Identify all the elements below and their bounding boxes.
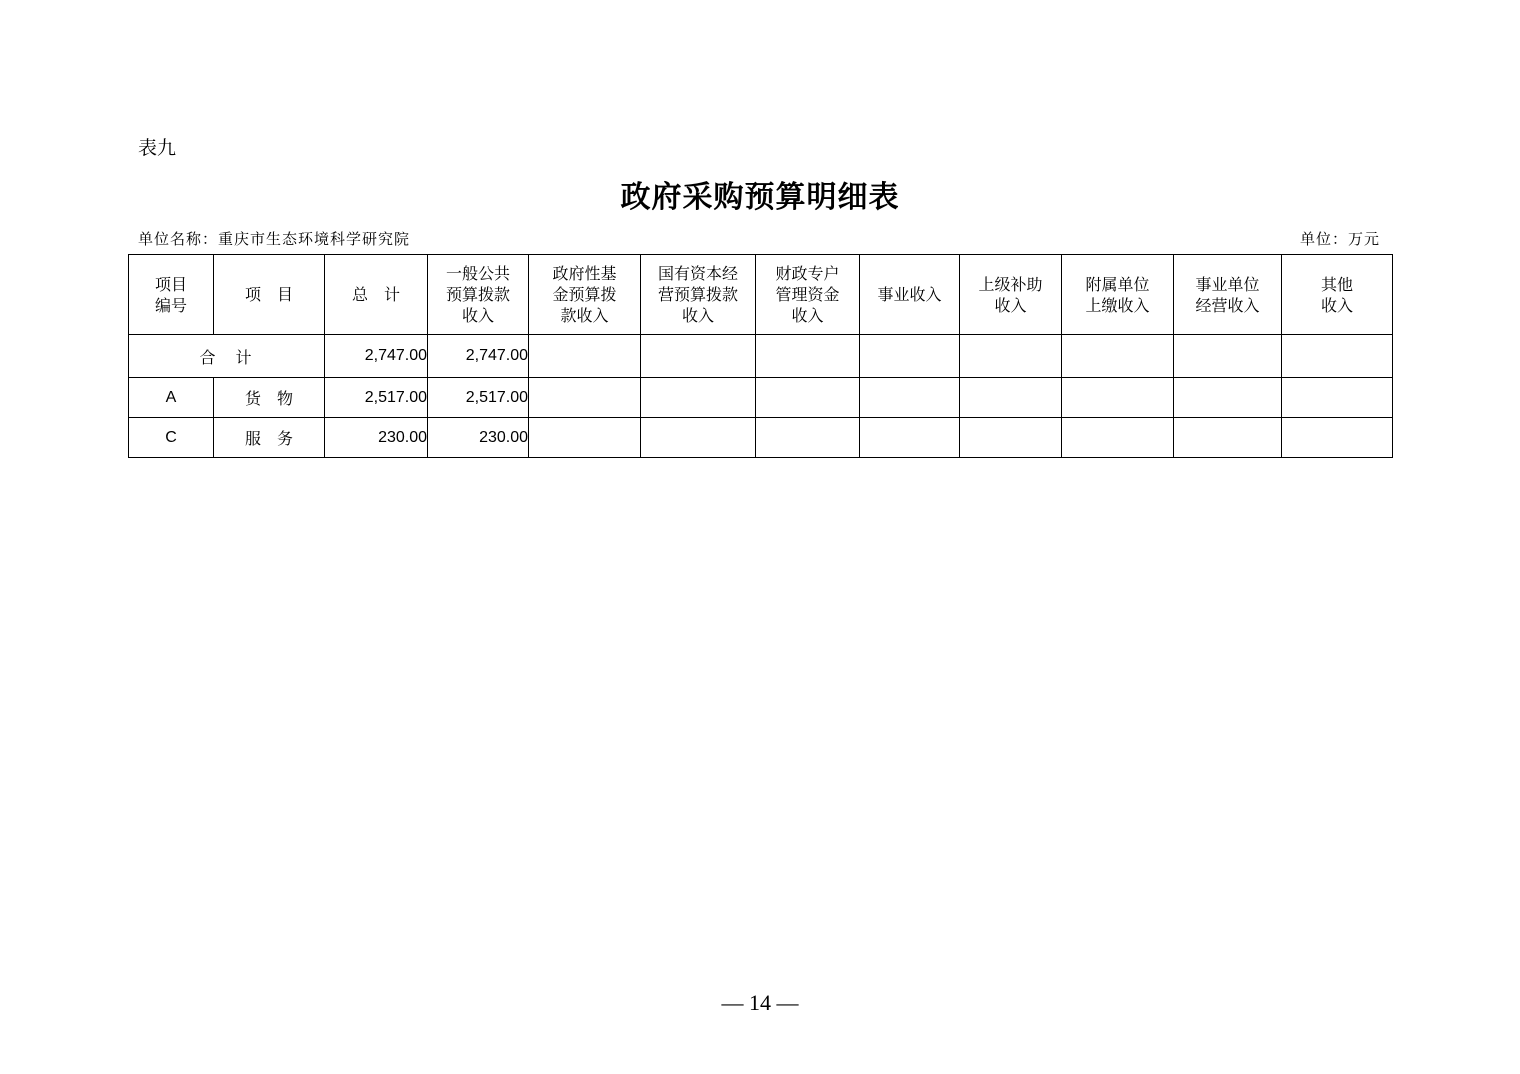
procurement-budget-table xyxy=(128,254,1393,458)
table-header-row xyxy=(129,255,1393,335)
column-header-business-income: 事业收入 xyxy=(860,255,960,335)
table-cell xyxy=(641,335,756,378)
table-cell xyxy=(529,418,641,458)
column-header-operating-income: 事业单位 经营收入 xyxy=(1174,255,1282,335)
column-header-gov-fund: 政府性基 金预算拨 款收入 xyxy=(529,255,641,335)
table-cell xyxy=(1062,335,1174,378)
table-row xyxy=(129,378,1393,418)
table-cell xyxy=(1174,418,1282,458)
row-code: A xyxy=(129,378,214,418)
row-general-budget: 2,517.00 xyxy=(428,378,529,418)
row-general-budget: 230.00 xyxy=(428,418,529,458)
row-total: 2,517.00 xyxy=(325,378,428,418)
table-cell xyxy=(529,378,641,418)
row-total: 230.00 xyxy=(325,418,428,458)
table-cell xyxy=(860,378,960,418)
table-cell xyxy=(960,378,1062,418)
column-header-name: 项 目 xyxy=(214,255,325,335)
table-row-total xyxy=(129,335,1393,378)
column-header-affiliated-payment: 附属单位 上缴收入 xyxy=(1062,255,1174,335)
table-cell xyxy=(641,418,756,458)
total-general-budget: 2,747.00 xyxy=(428,335,529,378)
column-header-superior-subsidy: 上级补助 收入 xyxy=(960,255,1062,335)
table-cell xyxy=(529,335,641,378)
table-cell xyxy=(1282,418,1393,458)
table-cell xyxy=(641,378,756,418)
table-cell xyxy=(960,335,1062,378)
table-cell xyxy=(1282,335,1393,378)
column-header-general-budget: 一般公共 预算拨款 收入 xyxy=(428,255,529,335)
unit-name: 单位名称：重庆市生态环境科学研究院 xyxy=(138,230,411,248)
column-header-code: 项目 编号 xyxy=(129,255,214,335)
table-cell xyxy=(1282,378,1393,418)
table-cell xyxy=(960,418,1062,458)
table-cell xyxy=(1174,335,1282,378)
column-header-state-capital: 国有资本经 营预算拨款 收入 xyxy=(641,255,756,335)
unit-label: 单位：万元 xyxy=(1299,230,1380,248)
table-row xyxy=(129,418,1393,458)
table-cell xyxy=(756,335,860,378)
page-number: — 14 — xyxy=(721,990,799,1015)
table-cell xyxy=(860,335,960,378)
table-cell xyxy=(1062,418,1174,458)
column-header-special-account: 财政专户 管理资金 收入 xyxy=(756,255,860,335)
table-label: 表九 xyxy=(138,137,177,159)
page-title: 政府采购预算明细表 xyxy=(620,180,900,215)
column-header-total: 总 计 xyxy=(325,255,428,335)
table-cell xyxy=(1062,378,1174,418)
table-cell xyxy=(756,418,860,458)
total-value: 2,747.00 xyxy=(325,335,428,378)
row-code: C xyxy=(129,418,214,458)
total-label: 合 计 xyxy=(129,335,325,378)
column-header-other-income: 其他 收入 xyxy=(1282,255,1393,335)
row-name: 服 务 xyxy=(214,418,325,458)
table-cell xyxy=(1174,378,1282,418)
table-cell xyxy=(860,418,960,458)
table-cell xyxy=(756,378,860,418)
row-name: 货 物 xyxy=(214,378,325,418)
